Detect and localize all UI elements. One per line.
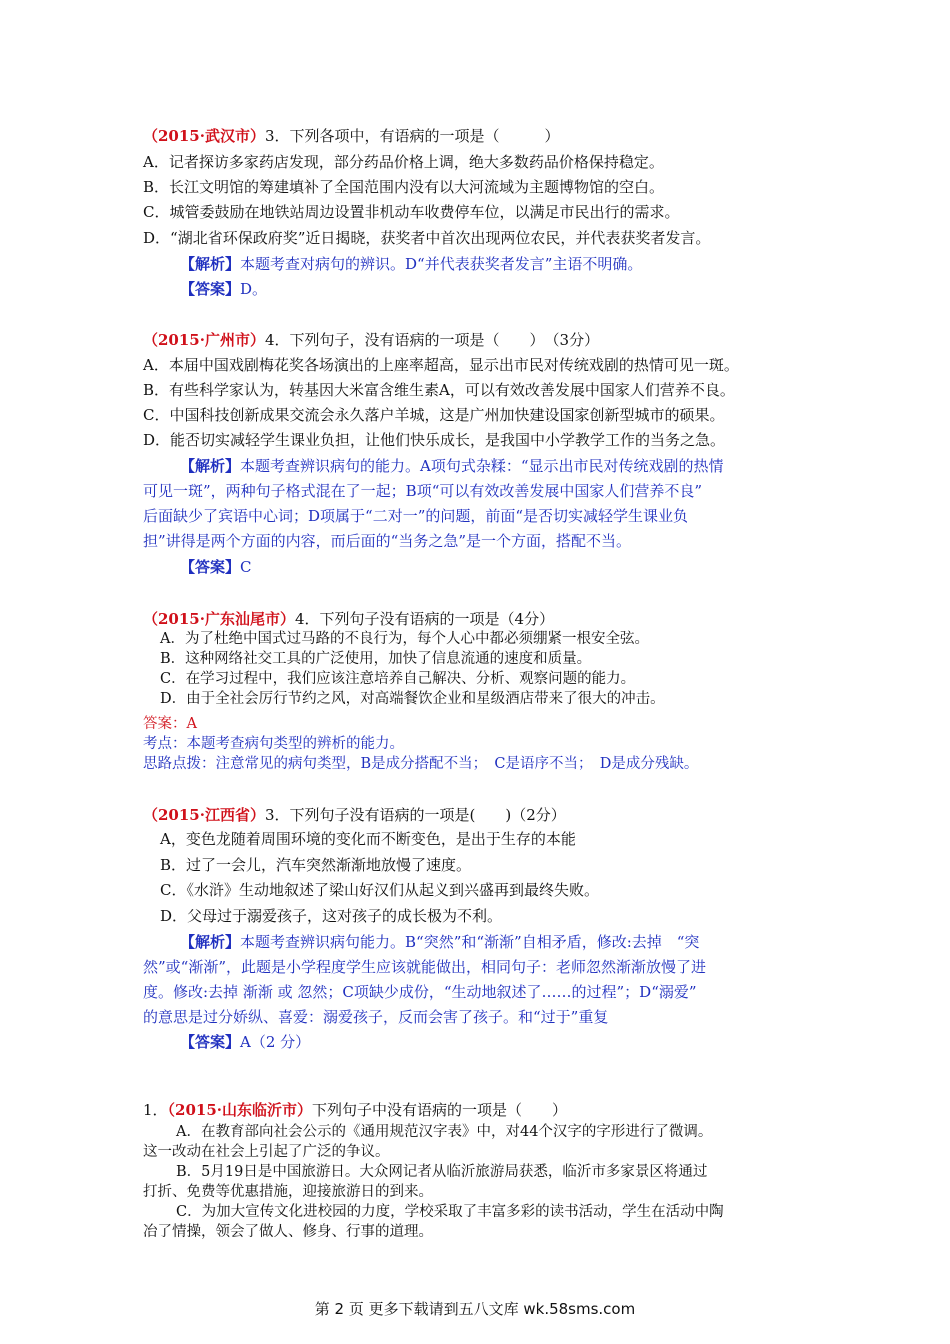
q2-stem: 4．下列句子，没有语病的一项是（ ） （3分） [264, 331, 600, 349]
q1-stem: 3．下列各项中，有语病的一项是（ ） [264, 127, 560, 145]
q3-option-b: B．这种网络社交工具的广泛使用，加快了信息流通的速度和质量。 [160, 651, 592, 667]
q1-header [143, 126, 560, 146]
q5-line-2: 这一改动在社会上引起了广泛的争议。 [143, 1144, 390, 1160]
q4-analysis-line-2: 然”或“渐渐”，此题是小学程度学生应该就能做出，相同句子：老师忽然渐渐放慢了进 [143, 958, 707, 976]
q2-option-d: D．能否切实减轻学生课业负担，让他们快乐成长，是我国中小学教学工作的当务之急。 [143, 431, 726, 449]
q5-source: （2015·山东临沂市） [167, 1101, 313, 1119]
q2-analysis-tag: 【解析】 [180, 457, 241, 475]
q3-header [143, 609, 554, 629]
q3-source: （2015·广东汕尾市） [143, 610, 295, 628]
q4-option-c: C．《水浒》生动地叙述了梁山好汉们从起义到兴盛再到最终失败。 [160, 881, 599, 899]
q4-stem: 3．下列句子没有语病的一项是( )（2分） [264, 806, 566, 824]
q3-option-c: C．在学习过程中，我们应该注意培养自己解决、分析、观察问题的能力。 [160, 671, 636, 687]
page-footer: 第 2 页 更多下载请到五八文库 wk.58sms.com [314, 1300, 636, 1318]
q4-analysis-line-1 [180, 932, 699, 952]
q4-header [143, 805, 566, 825]
q3-option-a: A．为了杜绝中国式过马路的不良行为，每个人心中都必须绷紧一根安全弦。 [160, 631, 649, 647]
q4-analysis-line-4: 的意思是过分娇纵、喜爱：溺爱孩子，反而会害了孩子。和“过于”重复 [143, 1008, 609, 1026]
q2-analysis-line-1 [180, 456, 724, 476]
q2-analysis-line-4: 担”讲得是两个方面的内容，而后面的“当务之急”是一个方面，搭配不当。 [143, 532, 632, 550]
q5-header [143, 1100, 567, 1120]
q3-point: 考点：本题考查病句类型的辨析的能力。 [143, 736, 404, 752]
q4-answer-tag: 【答案】 [180, 1033, 241, 1051]
q4-option-d: D．父母过于溺爱孩子，这对孩子的成长极为不利。 [160, 907, 503, 925]
q1-source: （2015·武汉市） [143, 127, 265, 145]
q4-option-a: A，变色龙随着周围环境的变化而不断变色，是出于生存的本能 [160, 830, 576, 848]
q4-analysis-line-3: 度。修改:去掉 渐渐 或 忽然；C项缺少成份，“生动地叙述了……的过程”；D“溺爱” [143, 983, 697, 1001]
q2-answer-text: C [240, 558, 252, 576]
q2-source: （2015·广州市） [143, 331, 265, 349]
q1-option-a: A．记者探访多家药店发现，部分药品价格上调，绝大多数药品价格保持稳定。 [143, 153, 664, 171]
q5-stem: 下列句子中没有语病的一项是（ ） [312, 1101, 568, 1119]
q2-analysis-text-1: 本题考查辨识病句的能力。A项句式杂糅：“显示出市民对传统戏剧的热情 [240, 457, 724, 475]
q2-answer [180, 557, 252, 577]
q3-answer: 答案：A [143, 716, 197, 732]
q1-option-d: D．“湖北省环保政府奖”近日揭晓，获奖者中首次出现两位农民，并代表获奖者发言。 [143, 229, 711, 247]
q2-header [143, 330, 599, 350]
q5-line-5: C．为加大宣传文化进校园的力度，学校采取了丰富多彩的读书活动，学生在活动中陶 [176, 1204, 724, 1220]
q4-analysis-text-1: 本题考查辨识病句能力。B“突然”和“渐渐”自相矛盾，修改:去掉 “突 [240, 933, 700, 951]
q1-analysis-tag: 【解析】 [180, 255, 241, 273]
q1-analysis-text: 本题考查对病句的辨识。D“并代表获奖者发言”主语不明确。 [240, 255, 643, 273]
q4-analysis-tag: 【解析】 [180, 933, 241, 951]
q5-line-4: 打折、免费等优惠措施，迎接旅游日的到来。 [143, 1184, 433, 1200]
q2-answer-tag: 【答案】 [180, 558, 241, 576]
q1-option-c: C．城管委鼓励在地铁站周边设置非机动车收费停车位，以满足市民出行的需求。 [143, 203, 680, 221]
q1-answer-tag: 【答案】 [180, 280, 241, 298]
q3-option-d: D．由于全社会厉行节约之风，对高端餐饮企业和星级酒店带来了很大的冲击。 [160, 691, 665, 707]
q1-option-b: B．长江文明馆的筹建填补了全国范围内没有以大河流域为主题博物馆的空白。 [143, 178, 665, 196]
q2-analysis-line-2: 可见一斑”，两种句子格式混在了一起；B项“可以有效改善发展中国家人们营养不良” [143, 482, 703, 500]
q3-hint: 思路点拨：注意常见的病句类型，B是成分搭配不当； C是语序不当； D是成分残缺。 [143, 756, 699, 772]
q5-line-3: B．5月19日是中国旅游日。大众网记者从临沂旅游局获悉，临沂市多家景区将通过 [176, 1164, 708, 1180]
q4-answer-text: A（2 分） [240, 1033, 311, 1051]
q5-line-6: 冶了情操，领会了做人、修身、行事的道理。 [143, 1224, 433, 1240]
q2-option-a: A．本届中国戏剧梅花奖各场演出的上座率超高，显示出市民对传统戏剧的热情可见一斑。 [143, 356, 739, 374]
q4-source: （2015·江西省） [143, 806, 265, 824]
q4-answer [180, 1032, 310, 1052]
q5-line-1: A．在教育部向社会公示的《通用规范汉字表》中，对44个汉字的字形进行了微调。 [176, 1124, 713, 1140]
q1-answer-text: D。 [240, 280, 268, 298]
q2-option-b: B．有些科学家认为，转基因大米富含维生素A，可以有效改善发展中国家人们营养不良。 [143, 381, 735, 399]
q5-number: 1． [143, 1101, 168, 1119]
q1-analysis [180, 254, 642, 274]
q1-answer [180, 279, 267, 299]
q2-option-c: C．中国科技创新成果交流会永久落户羊城，这是广州加快建设国家创新型城市的硕果。 [143, 406, 725, 424]
q3-stem: 4．下列句子没有语病的一项是（4分） [294, 610, 555, 628]
q4-option-b: B．过了一会儿，汽车突然渐渐地放慢了速度。 [160, 856, 472, 874]
q2-analysis-line-3: 后面缺少了宾语中心词；D项属于“二对一”的问题，前面“是否切实减轻学生课业负 [143, 507, 689, 525]
